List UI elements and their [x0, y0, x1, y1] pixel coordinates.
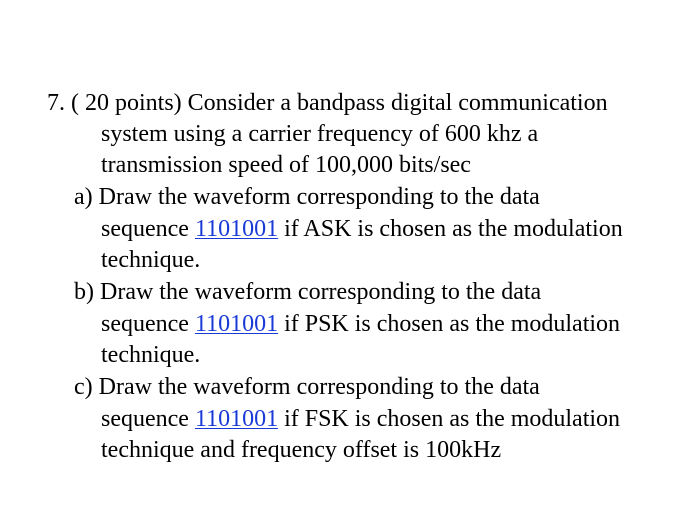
- sequence-prefix: sequence: [101, 216, 195, 242]
- part-c-tail: technique and frequency offset is 100kHz: [101, 437, 502, 463]
- sequence-link[interactable]: 1101001: [194, 216, 279, 242]
- part-a-tail: technique.: [101, 247, 201, 273]
- question-intro-line: system using a carrier frequency of 600 khz a: [101, 121, 539, 147]
- sequence-link[interactable]: 1101001: [194, 311, 279, 337]
- sequence-suffix: if ASK is chosen as the modulation: [278, 216, 623, 242]
- sequence-prefix: sequence: [101, 406, 195, 432]
- question-intro-line: transmission speed of 100,000 bits/sec: [101, 152, 471, 178]
- part-b-tail: technique.: [101, 342, 201, 368]
- part-c-sequence-line: [101, 404, 620, 435]
- part-b-label: b) Draw the waveform corresponding to the data: [74, 279, 542, 305]
- sequence-prefix: sequence: [101, 311, 195, 337]
- part-c-label: c) Draw the waveform corresponding to the data: [74, 374, 540, 400]
- part-a-label: a) Draw the waveform corresponding to the data: [74, 184, 540, 210]
- sequence-link[interactable]: 1101001: [194, 406, 279, 432]
- sequence-suffix: if FSK is chosen as the modulation: [278, 406, 621, 432]
- sequence-suffix: if PSK is chosen as the modulation: [278, 311, 621, 337]
- question-header: 7. ( 20 points) Consider a bandpass digital communication: [47, 90, 608, 116]
- part-b-sequence-line: [101, 309, 620, 340]
- part-a-sequence-line: [101, 214, 623, 245]
